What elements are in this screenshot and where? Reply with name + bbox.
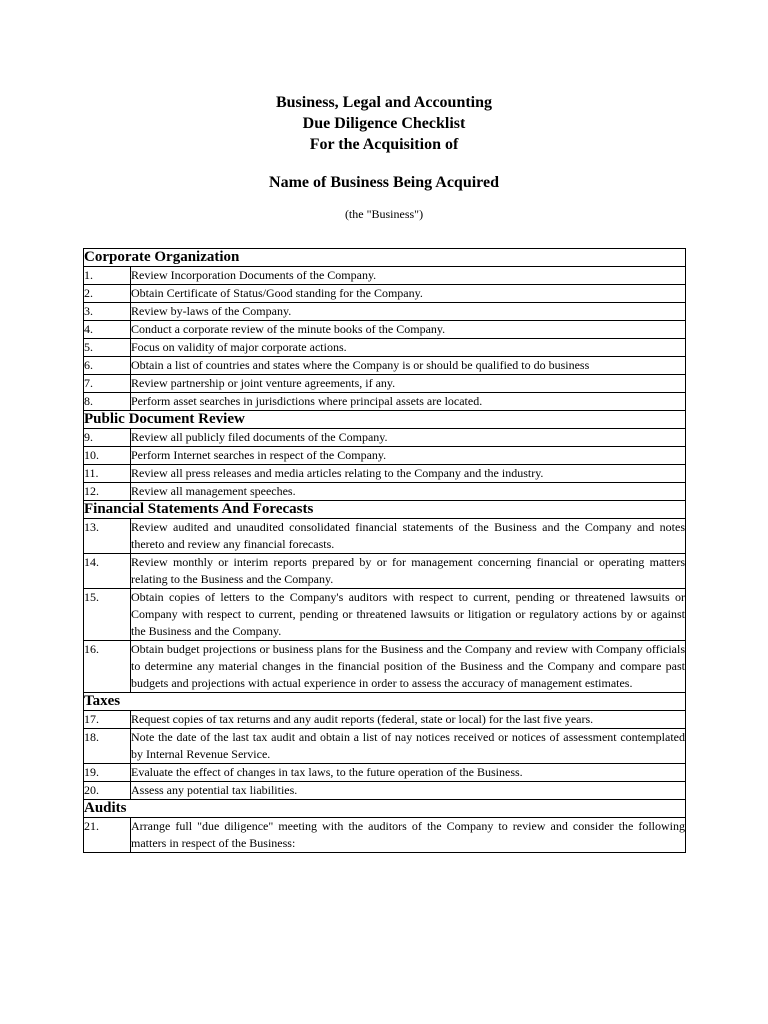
item-text: Review all press releases and media articles relating to the Company and the industry. [131,465,686,483]
checklist-item-row [84,375,686,393]
item-text: Review all management speeches. [131,483,686,501]
item-text: Obtain Certificate of Status/Good standing for the Company. [131,285,686,303]
checklist-item-row [84,321,686,339]
checklist-item-row [84,393,686,411]
checklist-item-row [84,267,686,285]
item-text: Perform Internet searches in respect of the Company. [131,447,686,465]
item-number: 8. [84,393,131,411]
item-text: Review Incorporation Documents of the Company. [131,267,686,285]
item-number: 1. [84,267,131,285]
checklist-item-row [84,483,686,501]
checklist-item-row [84,303,686,321]
checklist-item-row [84,554,686,589]
section-title: Corporate Organization [84,249,686,267]
item-number: 5. [84,339,131,357]
item-number: 11. [84,465,131,483]
checklist-item-row [84,285,686,303]
item-number: 17. [84,711,131,729]
checklist-item-row [84,339,686,357]
checklist-body [84,249,686,853]
checklist-item-row [84,818,686,853]
item-number: 16. [84,641,131,693]
item-number: 2. [84,285,131,303]
business-name-placeholder: Name of Business Being Acquired [269,174,499,191]
item-text: Request copies of tax returns and any audit reports (federal, state or local) for the last five years. [131,711,686,729]
section-header-row [84,693,686,711]
checklist-item-row [84,782,686,800]
section-header-row [84,411,686,429]
item-text: Obtain a list of countries and states where the Company is or should be qualified to do business [131,357,686,375]
item-text: Review partnership or joint venture agreements, if any. [131,375,686,393]
checklist-item-row [84,729,686,764]
item-number: 19. [84,764,131,782]
document-header [0,92,768,221]
item-text: Focus on validity of major corporate actions. [131,339,686,357]
item-text: Review monthly or interim reports prepared by or for management concerning financial or operating matters relating to the Business and the Company. [131,554,686,589]
item-text: Arrange full "due diligence" meeting with the auditors of the Company to review and consider the following matters in respect of the Business: [131,818,686,853]
item-text: Review by-laws of the Company. [131,303,686,321]
item-text: Obtain budget projections or business plans for the Business and the Company and review with Company officials to determine any material changes in the financial position of the Business and the Company and compare past budgets and projections with actual experience in order to assess the accuracy of management estimates. [131,641,686,693]
item-text: Assess any potential tax liabilities. [131,782,686,800]
item-number: 21. [84,818,131,853]
business-definition-note: (the "Business") [344,207,424,221]
checklist-item-row [84,447,686,465]
section-header-row [84,501,686,519]
item-text: Note the date of the last tax audit and obtain a list of nay notices received or notices of assessment contemplated by Internal Revenue Service. [131,729,686,764]
document-title-line-1: Business, Legal and Accounting [275,94,493,111]
checklist-item-row [84,764,686,782]
section-title: Audits [84,800,686,818]
checklist-item-row [84,357,686,375]
item-text: Conduct a corporate review of the minute books of the Company. [131,321,686,339]
document-title-line-2: Due Diligence Checklist [302,115,466,132]
section-title: Public Document Review [84,411,686,429]
document-title-line-3: For the Acquisition of [309,136,459,153]
item-number: 15. [84,589,131,641]
checklist-item-row [84,711,686,729]
item-number: 20. [84,782,131,800]
item-text: Obtain copies of letters to the Company's auditors with respect to current, pending or threatened lawsuits or Company with respect to current, pending or threatened lawsuits or litigation or regulatory actions by or against the Business and the Company. [131,589,686,641]
item-text: Perform asset searches in jurisdictions where principal assets are located. [131,393,686,411]
checklist-item-row [84,429,686,447]
item-number: 18. [84,729,131,764]
checklist-item-row [84,589,686,641]
checklist-table [83,248,686,853]
section-title: Financial Statements And Forecasts [84,501,686,519]
item-number: 7. [84,375,131,393]
item-number: 9. [84,429,131,447]
checklist-item-row [84,641,686,693]
item-number: 6. [84,357,131,375]
item-number: 13. [84,519,131,554]
checklist-item-row [84,519,686,554]
section-header-row [84,800,686,818]
item-number: 10. [84,447,131,465]
item-text: Evaluate the effect of changes in tax laws, to the future operation of the Business. [131,764,686,782]
item-number: 4. [84,321,131,339]
checklist-item-row [84,465,686,483]
item-number: 14. [84,554,131,589]
section-header-row [84,249,686,267]
section-title: Taxes [84,693,686,711]
item-text: Review all publicly filed documents of the Company. [131,429,686,447]
item-number: 3. [84,303,131,321]
item-text: Review audited and unaudited consolidated financial statements of the Business and the Company and notes thereto and review any financial forecasts. [131,519,686,554]
item-number: 12. [84,483,131,501]
